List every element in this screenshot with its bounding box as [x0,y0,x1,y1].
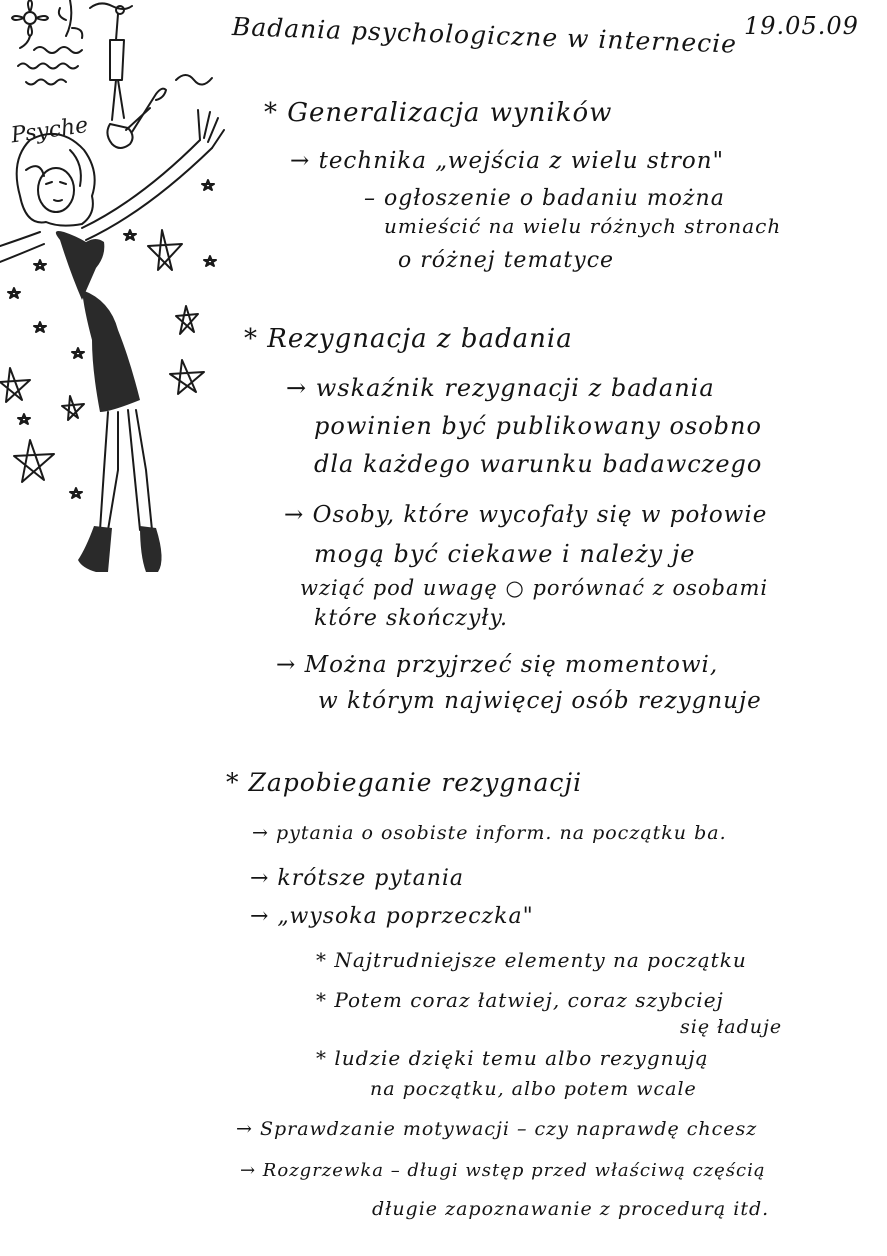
note-line: → pytania o osobiste inform. na początku ba. [252,822,727,844]
note-line: → wskaźnik rezygnacji z badania [286,374,715,402]
note-line: które skończyły. [314,606,508,631]
note-line: powinien być publikowany osobno [314,412,762,440]
note-line: → krótsze pytania [250,866,465,891]
note-line: długie zapoznawanie z procedurą itd. [372,1198,770,1220]
note-line: mogą być ciekawe i należy je [314,540,696,568]
note-line: wziąć pod uwagę ○ porównać z osobami [300,576,769,600]
note-line: umieścić na wielu różnych stronach [384,214,782,238]
section-heading: * Generalizacja wyników [264,98,613,128]
note-line: → Sprawdzanie motywacji – czy naprawdę chcesz [236,1118,758,1140]
date-label: 19.05.09 [744,12,859,40]
note-line: w którym najwięcej osób rezygnuje [318,688,762,714]
flower-icon [12,0,48,48]
note-line: * Potem coraz łatwiej, coraz szybciej [316,988,724,1012]
note-line: → Można przyjrzeć się momentowi, [276,652,719,678]
note-line: na początku, albo potem wcale [370,1078,697,1100]
note-line: → Osoby, które wycofały się w połowie [284,502,768,528]
psyche-label: Psyche [9,112,90,149]
page-title: Badania psychologiczne w internecie [231,12,738,59]
note-line: * Najtrudniejsze elementy na początku [316,948,747,972]
note-line: → technika „wejścia z wielu stron" [290,148,725,174]
note-line: * ludzie dzięki temu albo rezygnują [316,1046,709,1070]
note-line: się ładuje [680,1016,783,1038]
note-line: o różnej tematyce [398,248,615,273]
note-line: dla każdego warunku badawczego [314,450,763,478]
dancing-woman-doodle [0,0,250,600]
note-line: → „wysoka poprzeczka" [250,904,534,929]
section-heading: * Zapobieganie rezygnacji [226,768,583,797]
section-heading: * Rezygnacja z badania [244,324,573,354]
note-line: → Rozgrzewka – długi wstęp przed właściwą częścią [240,1160,766,1181]
note-line: – ogłoszenie o badaniu można [364,186,725,211]
